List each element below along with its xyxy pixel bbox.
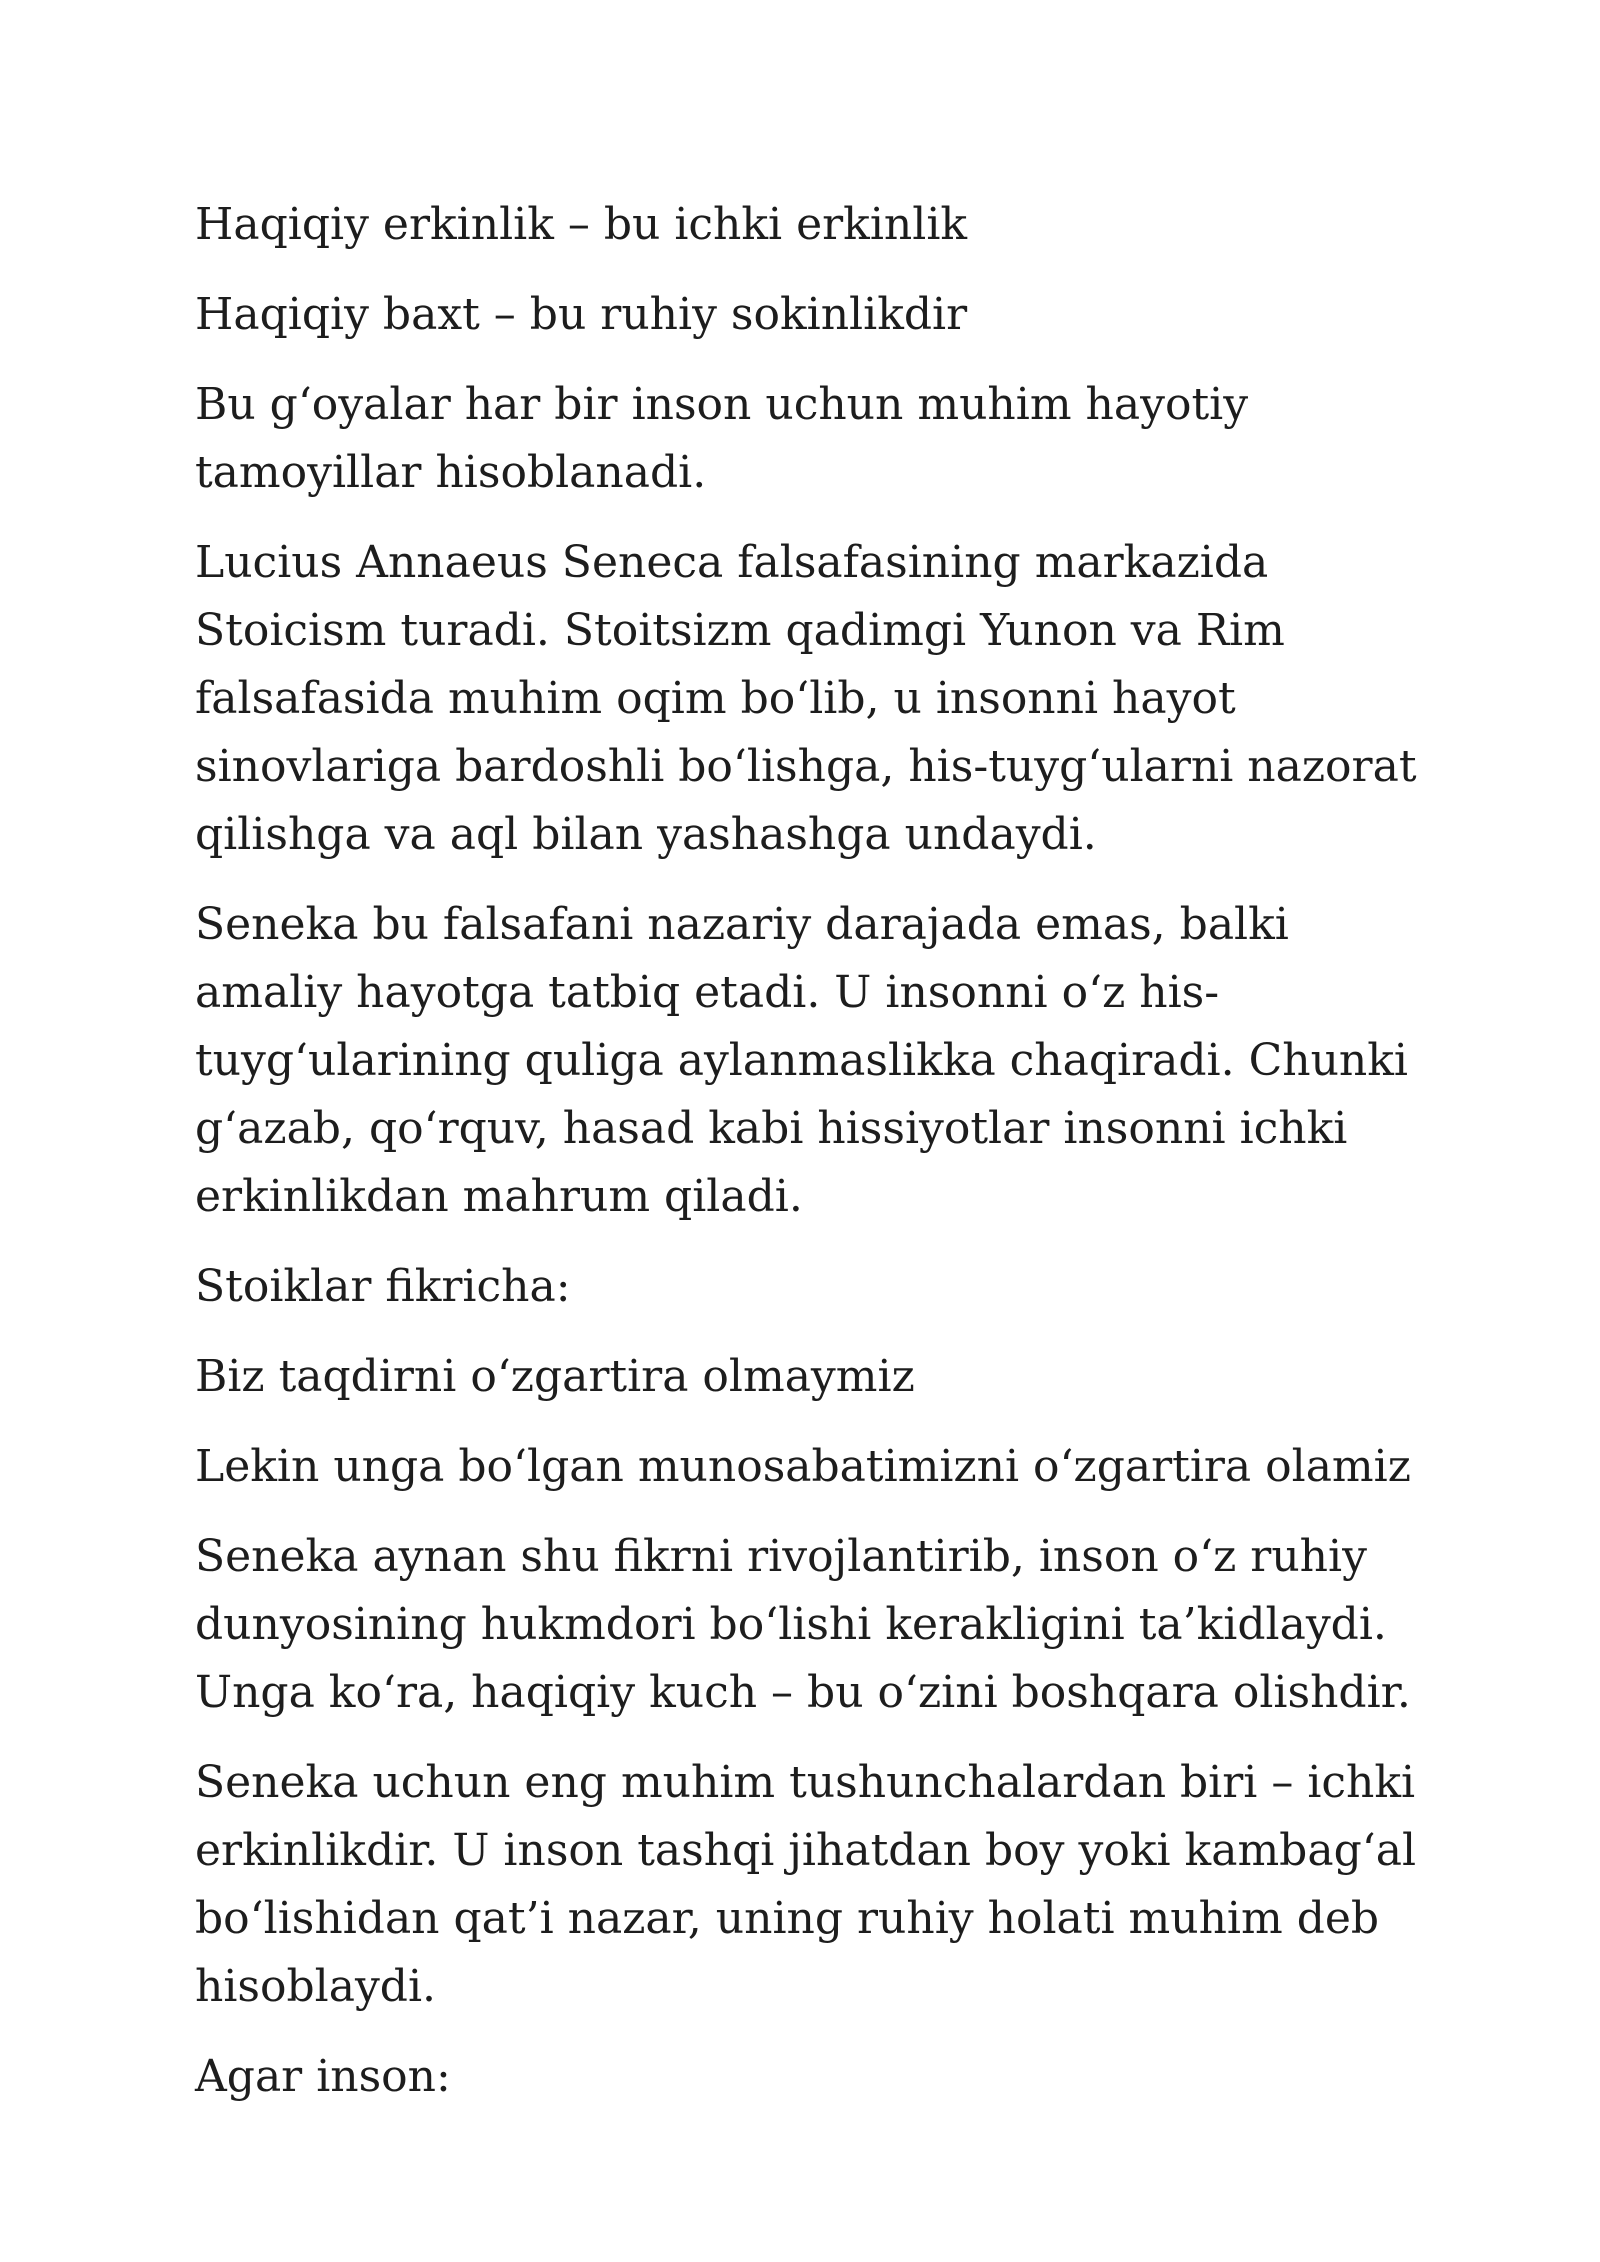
paragraph-11: Agar inson: — [195, 2051, 451, 2102]
paragraph-10: Seneka uchun eng muhim tushunchalardan biri – ichki erkinlikdir. U inson tashqi jihatdan boy yoki kambag‘al bo‘lishidan qat’i nazar, uning ruhiy holati muhim deb hisoblaydi. — [195, 1757, 1417, 2012]
paragraph-8: Lekin unga bo‘lgan munosabatimizni o‘zgartira olamiz — [195, 1441, 1411, 1492]
paragraph-7: Biz taqdirni o‘zgartira olmaymiz — [195, 1351, 915, 1402]
paragraph-3: Bu g‘oyalar har bir inson uchun muhim hayotiy tamoyillar hisoblanadi. — [195, 379, 1249, 498]
paragraph-5: Seneka bu falsafani nazariy darajada emas, balki amaliy hayotga tatbiq etadi. U insonni o‘z his-tuyg‘ularining quliga aylanmaslikka chaqiradi. Chunki g‘azab, qo‘rquv, hasad kabi hissiyotlar insonni ichki erkinlikdan mahrum qiladi. — [195, 899, 1409, 1222]
document-body — [195, 191, 1425, 2133]
paragraph-6: Stoiklar fikricha: — [195, 1261, 571, 1312]
paragraph-4: Lucius Annaeus Seneca falsafasining markazida Stoicism turadi. Stoitsizm qadimgi Yunon va Rim falsafasida muhim oqim bo‘lib, u insonni hayot sinovlariga bardoshli bo‘lishga, his-tuyg‘ularni nazorat qilishga va aql bilan yashashga undaydi. — [195, 537, 1417, 860]
paragraph-9: Seneka aynan shu fikrni rivojlantirib, inson o‘z ruhiy dunyosining hukmdori bo‘lishi kerakligini ta’kidlaydi. Unga ko‘ra, haqiqiy kuch – bu o‘zini boshqara olishdir. — [195, 1531, 1411, 1718]
paragraph-1: Haqiqiy erkinlik – bu ichki erkinlik — [195, 199, 968, 250]
paragraph-2: Haqiqiy baxt – bu ruhiy sokinlikdir — [195, 289, 968, 340]
